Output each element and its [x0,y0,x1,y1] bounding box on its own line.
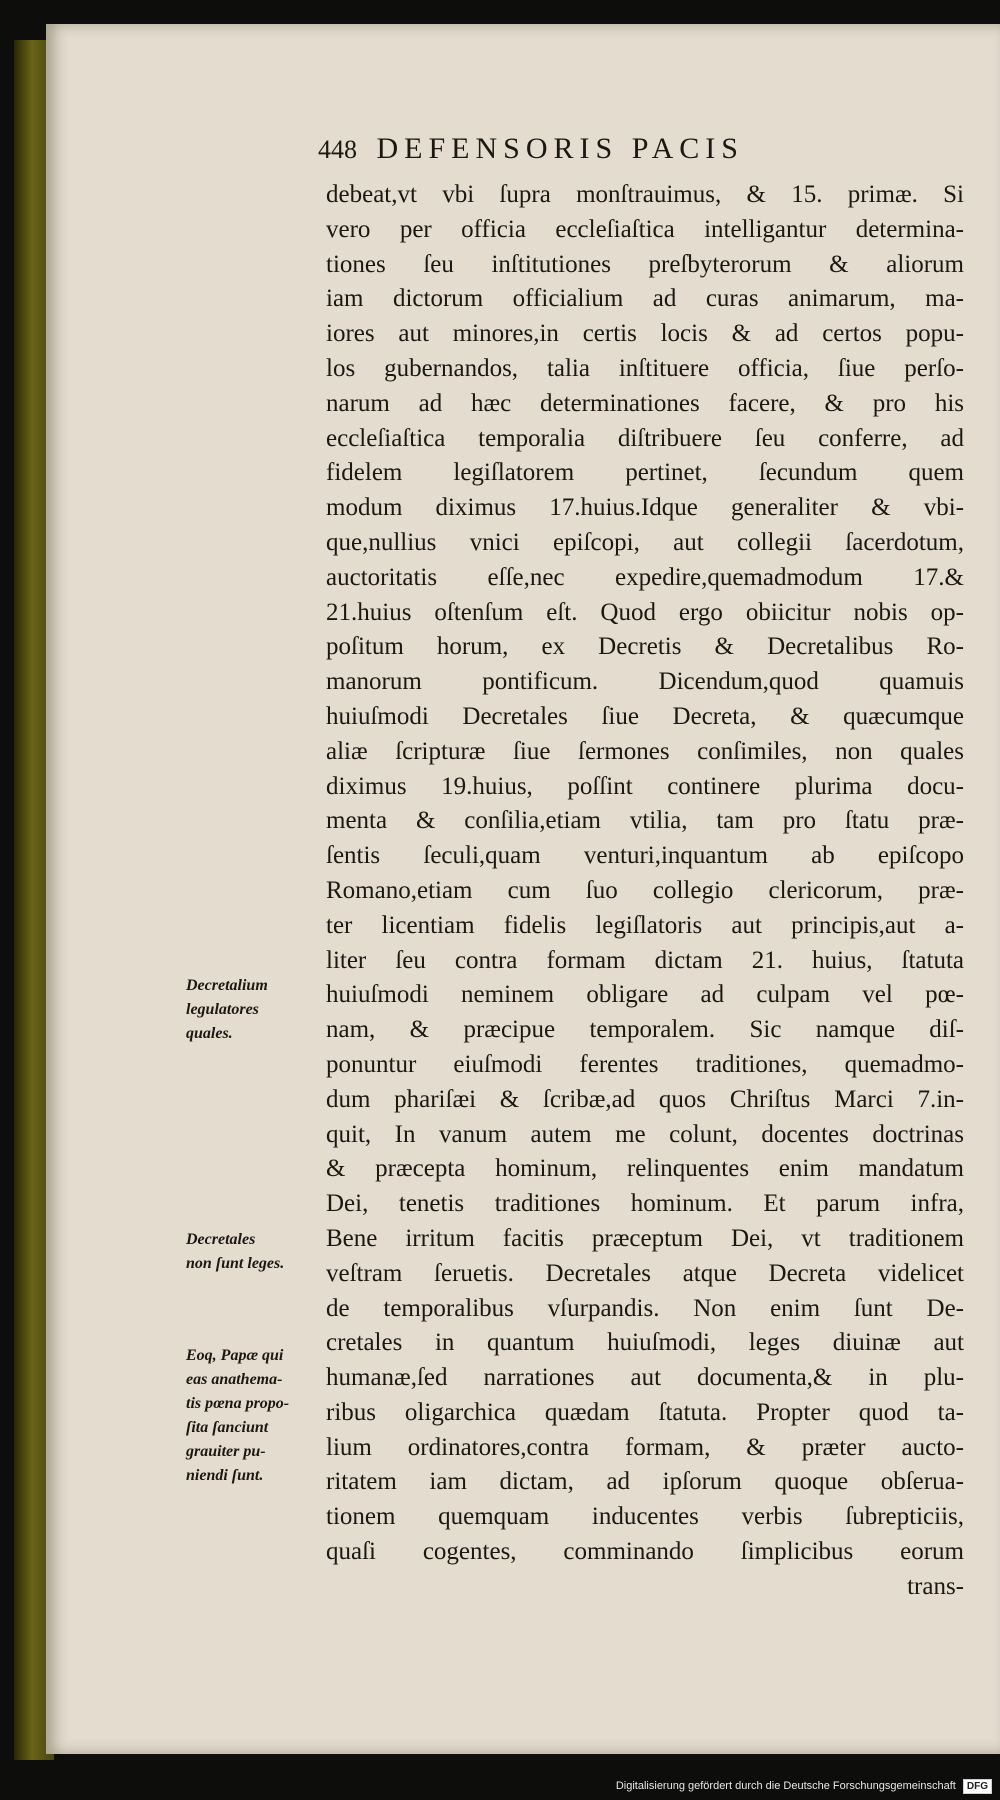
page-number: 448 [318,135,357,164]
margin-note-line: grauiter pu- [186,1443,266,1460]
margin-note-line: niendi ſunt. [186,1467,264,1484]
text-line: ſentis ſeculi,quam venturi,inquantum ab epiſcopo [326,842,964,870]
text-line: 21.huius oſtenſum eſt. Quod ergo obiicitur nobis op- [326,598,964,626]
text-line: fidelem legiſlatorem pertinet, ſecundum quem [326,459,964,487]
margin-note-papae [186,1344,322,1488]
text-line: auctoritatis eſſe,nec expedire,quemadmodum 17.& [326,563,964,591]
text-line: tionem quemquam inducentes verbis ſubrepticiis, [326,1503,964,1531]
text-line: narum ad hæc determinationes facere, & pro his [326,389,964,417]
margin-note-line: quales. [186,1025,233,1042]
footer-credit: Digitalisierung gefördert durch die Deutsche Forschungsgemeinschaft [615,1780,956,1792]
text-line: humanæ,ſed narrationes aut documenta,& in plu- [326,1364,964,1392]
body-text [326,178,964,1605]
text-line: veſtram ſeruetis. Decretales atque Decreta videlicet [326,1259,964,1287]
text-line: que,nullius vnici epiſcopi, aut collegii ſacerdotum, [326,528,964,556]
running-title: DEFENSORIS PACIS [376,132,744,165]
text-line: liter ſeu contra formam dictam 21. huius, ſtatuta [326,946,964,974]
margin-note-line: Decretalium [186,977,268,994]
text-line: de temporalibus vſurpandis. Non enim ſunt De- [326,1294,964,1322]
text-line: quaſi cogentes, comminando ſimplicibus eorum [326,1538,964,1566]
text-line: nam, & præcipue temporalem. Sic namque diſ- [326,1016,964,1044]
text-line: ribus oligarchica quædam ſtatuta. Propter quod ta- [326,1398,964,1426]
page-header [318,132,898,166]
margin-note-line: tis pœna propo- [186,1395,290,1412]
text-line: Bene irritum facitis præceptum Dei, vt traditionem [326,1224,964,1252]
margin-note-line: legulatores [186,1001,259,1018]
text-line: quit, In vanum autem me colunt, docentes doctrinas [326,1120,964,1148]
margin-note-decretales [186,1228,322,1276]
dfg-logo: DFG [963,1779,992,1794]
text-line: lium ordinatores,contra formam, & præter aucto- [326,1433,964,1461]
margin-note-line: eas anathema- [186,1371,283,1388]
text-line: manorum pontificum. Dicendum,quod quamuis [326,668,964,696]
margin-note-line: Decretales [186,1231,256,1248]
text-line: iores aut minores,in certis locis & ad certos popu- [326,320,964,348]
text-line: los gubernandos, talia inſtituere officia, ſiue perſo- [326,354,964,382]
text-line: iam dictorum officialium ad curas animarum, ma- [326,285,964,313]
text-line: aliæ ſcripturæ ſiue ſermones conſimiles, non quales [326,737,964,765]
text-line: vero per officia eccleſiaſtica intelligantur determina- [326,215,964,243]
text-line: Romano,etiam cum ſuo collegio clericorum, præ- [326,876,964,904]
margin-note-line: Eoq, Papæ qui [186,1347,284,1364]
text-line: debeat,vt vbi ſupra monſtrauimus, & 15. primæ. Si [326,181,964,208]
margin-note-line: non ſunt leges. [186,1255,285,1272]
text-line: tiones ſeu inſtitutiones preſbyterorum & aliorum [326,250,964,278]
margin-note-line: ſita ſanciunt [186,1419,269,1436]
text-line: poſitum horum, ex Decretis & Decretalibus Ro- [326,633,964,661]
text-line: huiuſmodi Decretales ſiue Decreta, & quæcumque [326,702,964,730]
text-line: & præcepta hominum, relinquentes enim mandatum [326,1155,964,1183]
text-line: ter licentiam fidelis legiſlatoris aut principis,aut a- [326,911,964,939]
text-line: trans- [907,1572,964,1600]
text-line: menta & conſilia,etiam vtilia, tam pro ſtatu præ- [326,807,964,835]
text-line: eccleſiaſtica temporalia diſtribuere ſeu conferre, ad [326,424,964,452]
text-line: modum diximus 17.huius.Idque generaliter & vbi- [326,494,964,522]
text-line: cretales in quantum huiuſmodi, leges diuinæ aut [326,1329,964,1357]
text-line: ritatem iam dictam, ad ipſorum quoque obſerua- [326,1468,964,1496]
margin-note-decretalium [186,974,322,1046]
digitization-footer [616,1779,992,1794]
text-line: ponuntur eiuſmodi ferentes traditiones, quemadmo- [326,1050,964,1078]
text-line: huiuſmodi neminem obligare ad culpam vel pœ- [326,981,964,1009]
text-line: dum phariſæi & ſcribæ,ad quos Chriſtus Marci 7.in- [326,1085,964,1113]
text-line: Dei, tenetis traditiones hominum. Et parum infra, [326,1190,964,1218]
text-line: diximus 19.huius, poſſint continere plurima docu- [326,772,964,800]
